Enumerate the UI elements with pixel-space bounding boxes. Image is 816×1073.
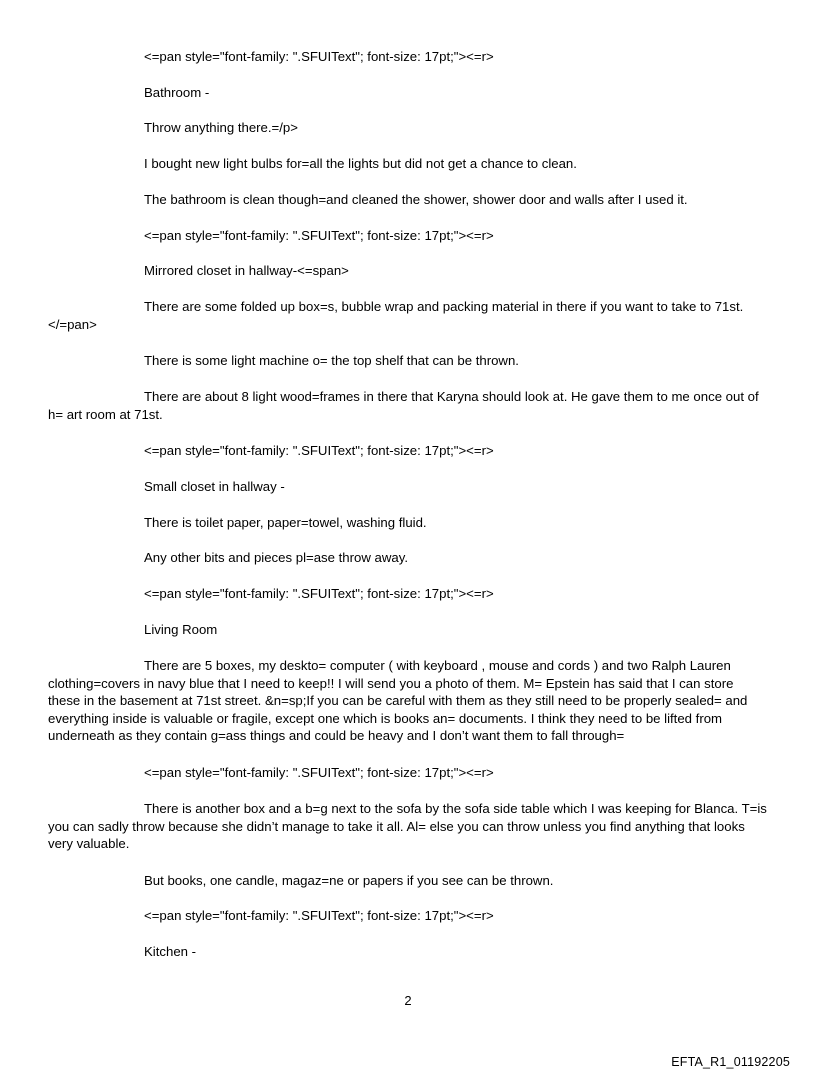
paragraph-span-tag-2: <=pan style="font-family: ".SFUIText"; font-size: 17pt;"><=r>: [144, 228, 494, 243]
paragraph-living-room-heading: Living Room: [144, 622, 218, 637]
page-number: 2: [404, 993, 412, 1008]
paragraph-kitchen-heading: Kitchen -: [144, 944, 197, 959]
paragraph-span-tag-3: <=pan style="font-family: ".SFUIText"; font-size: 17pt;"><=r>: [144, 443, 494, 458]
paragraph-span-tag-1: <=pan style="font-family: ".SFUIText"; font-size: 17pt;"><=r>: [144, 49, 494, 64]
paragraph-throw-anything: Throw anything there.=/p>: [144, 120, 298, 135]
paragraph-five-boxes: [48, 657, 768, 745]
paragraph-span-tag-4: <=pan style="font-family: ".SFUIText"; font-size: 17pt;"><=r>: [144, 586, 494, 601]
paragraph-wood-frames: [48, 388, 768, 423]
paragraph-another-box-text: There is another box and a b=g next to the sofa by the sofa side table which I was keeping for Blanca. T=is you can sadly throw because she didn’t manage to take it all. Al= else you can throw unless you find anything that looks very valuable.: [48, 801, 767, 851]
paragraph-folded-boxes-text: There are some folded up box=s, bubble wrap and packing material in there if you want to take to 71st.</=pan>: [48, 299, 744, 332]
paragraph-bits-and-pieces: Any other bits and pieces pl=ase throw away.: [144, 550, 409, 565]
paragraph-bathroom-heading: Bathroom -: [144, 85, 210, 100]
paragraph-span-tag-5: <=pan style="font-family: ".SFUIText"; font-size: 17pt;"><=r>: [144, 765, 494, 780]
bates-number: EFTA_R1_01192205: [671, 1055, 790, 1069]
paragraph-small-closet-heading: Small closet in hallway -: [144, 479, 285, 494]
paragraph-books-candle: But books, one candle, magaz=ne or papers if you see can be thrown.: [144, 873, 554, 888]
paragraph-mirrored-closet-heading: Mirrored closet in hallway-<=span>: [144, 263, 349, 278]
paragraph-another-box: [48, 800, 768, 853]
paragraph-light-machine: There is some light machine o= the top shelf that can be thrown.: [144, 353, 519, 368]
paragraph-span-tag-6: <=pan style="font-family: ".SFUIText"; font-size: 17pt;"><=r>: [144, 908, 494, 923]
paragraph-bathroom-clean: The bathroom is clean though=and cleaned the shower, shower door and walls after I used it.: [144, 192, 688, 207]
paragraph-wood-frames-text: There are about 8 light wood=frames in there that Karyna should look at. He gave them to me once out of h= art room at 71st.: [48, 389, 759, 422]
paragraph-toilet-paper: There is toilet paper, paper=towel, washing fluid.: [144, 515, 427, 530]
paragraph-folded-boxes: [48, 298, 768, 333]
paragraph-five-boxes-text: There are 5 boxes, my deskto= computer ( with keyboard , mouse and cords ) and two Ralph Lauren clothing=covers in navy blue that I need to keep!! I will send you a photo of them. M= Epstein has said that I can store these in the basement at 71st street. &n=sp;If you can be careful with them as they still need to be properly sealed= and everything inside is valuable or fragile, except one which is books an= documents. I think they need to be lifted from underneath as they contain g=ass things and could be heavy and I don’t want them to fall through=: [48, 658, 748, 743]
paragraph-light-bulbs: I bought new light bulbs for=all the lights but did not get a chance to clean.: [144, 156, 577, 171]
